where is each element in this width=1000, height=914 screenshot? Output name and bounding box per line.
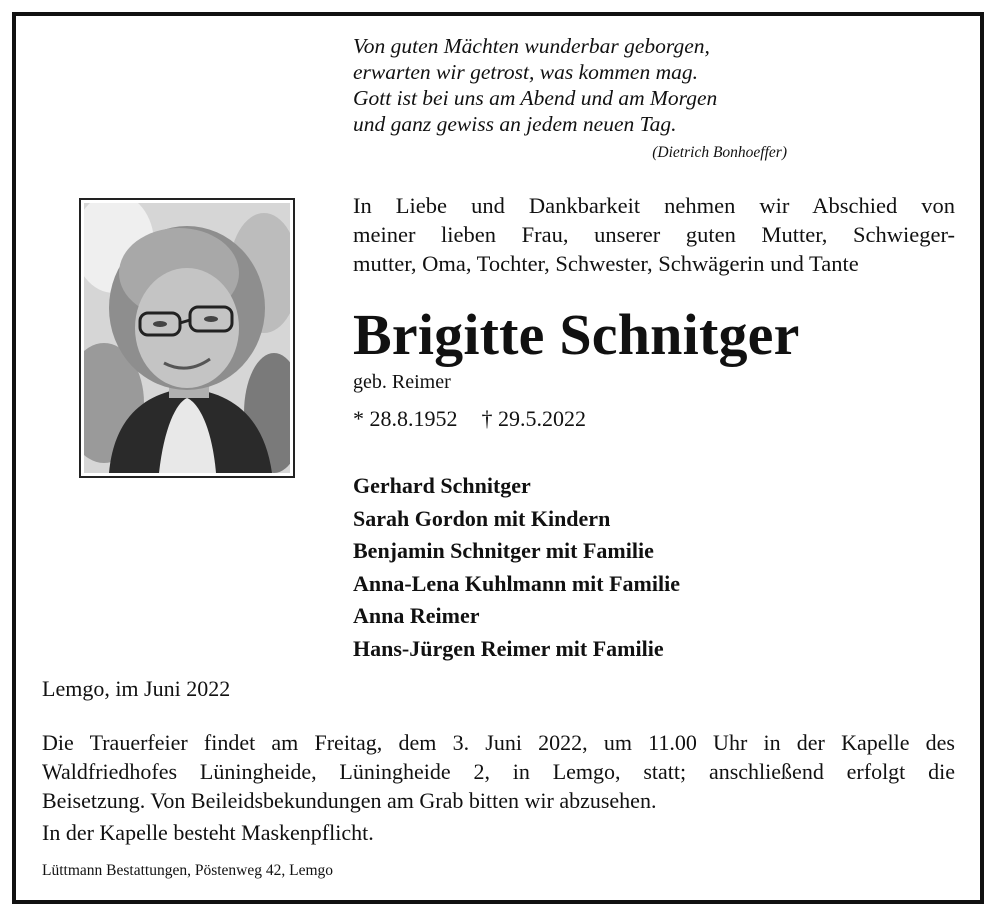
funeral-info — [42, 728, 955, 815]
place-date: Lemgo, im Juni 2022 — [42, 676, 231, 701]
birth-date: * 28.8.1952 — [353, 406, 458, 431]
funeral-line: Die Trauerfeier findet am Freitag, dem 3. Juni 2022, um 11.00 Uhr in der Kapelle des — [42, 730, 955, 755]
poem-line: erwarten wir getrost, was kommen mag. — [353, 60, 698, 84]
intro-line: In Liebe und Dankbarkeit nehmen wir Abschied von — [353, 193, 955, 218]
undertaker-info: Lüttmann Bestattungen, Pöstenweg 42, Lemgo — [42, 862, 334, 879]
death-date: † 29.5.2022 — [481, 406, 586, 431]
maiden-name: geb. Reimer — [353, 371, 451, 393]
poem — [353, 33, 813, 137]
mourner: Gerhard Schnitger — [353, 473, 531, 498]
portrait-photo — [79, 198, 295, 478]
poem-line: Gott ist bei uns am Abend und am Morgen — [353, 86, 718, 110]
funeral-line: Waldfriedhofes Lüningheide, Lüningheide 2, in Lemgo, statt; anschließend erfolgt die — [42, 759, 955, 784]
mourner: Anna Reimer — [353, 603, 480, 629]
poem-author: (Dietrich Bonhoeffer) — [652, 144, 787, 161]
portrait-image — [84, 203, 290, 473]
mourner: Hans-Jürgen Reimer mit Familie — [353, 635, 664, 661]
mourner: Anna-Lena Kuhlmann mit Familie — [353, 570, 680, 596]
intro-line: mutter, Oma, Tochter, Schwester, Schwägerin und Tante — [353, 251, 859, 276]
funeral-line: Beisetzung. Von Beileidsbekundungen am Grab bitten wir abzusehen. — [42, 788, 657, 813]
mask-note: In der Kapelle besteht Maskenpflicht. — [42, 820, 374, 845]
mourner: Sarah Gordon mit Kindern — [353, 505, 611, 531]
mourners-list — [353, 470, 680, 666]
mourner: Benjamin Schnitger mit Familie — [353, 538, 654, 564]
poem-line: und ganz gewiss an jedem neuen Tag. — [353, 112, 677, 136]
deceased-name: Brigitte Schnitger — [353, 302, 800, 367]
portrait-illustration — [84, 203, 290, 473]
intro-text — [353, 191, 955, 278]
life-dates — [353, 406, 586, 432]
poem-line: Von guten Mächten wunderbar geborgen, — [353, 34, 710, 58]
intro-line: meiner lieben Frau, unserer guten Mutter, Schwieger- — [353, 222, 955, 247]
